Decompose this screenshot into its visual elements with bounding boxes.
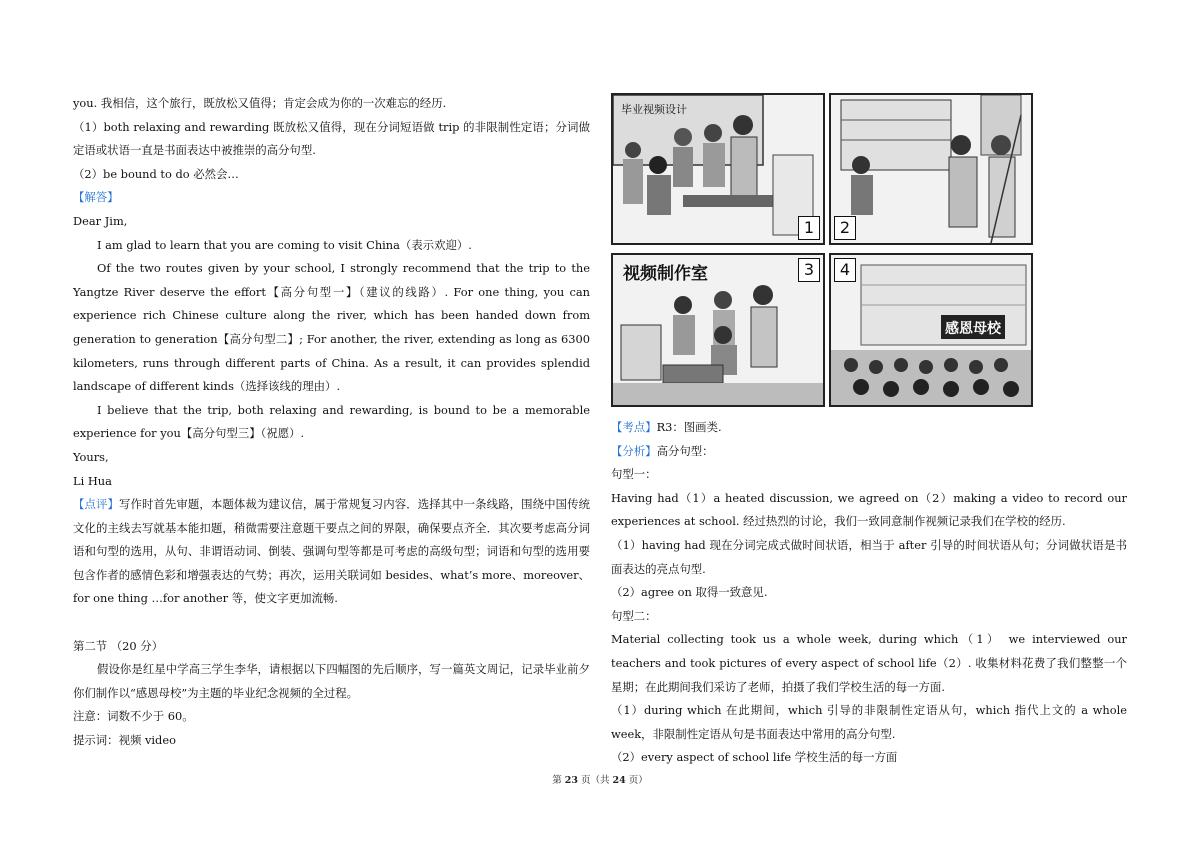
- fenxi-text: 高分句型：: [656, 443, 714, 458]
- task-description: 假设你是红星中学高三学生李华，请根据以下四幅图的先后顺序，写一篇英文周记，记录毕业前夕你们制作以“感恩母校”为主题的毕业纪念视频的全过程。: [73, 662, 590, 700]
- four-panel-illustration: [611, 93, 1031, 405]
- word-count-note: 注意：词数不少于 60。: [73, 709, 194, 724]
- kaodian: [611, 416, 1127, 440]
- panel-3-sign-text: 视频制作室: [623, 264, 708, 284]
- continued-line: you. 我相信，这个旅行，既放松又值得；肯定会成为你的一次难忘的经历.: [73, 96, 447, 110]
- comment: [73, 493, 590, 611]
- pattern-1-text: Having had（1）a heated discussion, we agreed on（2）making a video to record our experiences at school. 经过热烈的讨论，我们一致同意制作视频记录我们在学校的经历.: [611, 490, 1127, 529]
- footer-suffix: 页）: [625, 775, 648, 786]
- panel-2-number: 2: [834, 216, 856, 240]
- letter-paragraph-1: I am glad to learn that you are coming to visit China（表示欢迎）.: [97, 237, 472, 252]
- panel-3-drawing: [613, 255, 823, 405]
- pattern-2-title: 句型二：: [611, 608, 657, 623]
- pattern-2-note-2: （2）every aspect of school life 学校生活的每一方面: [611, 750, 898, 765]
- signature: Li Hua: [73, 473, 112, 488]
- salutation: Dear Jim,: [73, 213, 128, 228]
- pattern-1-note-2: （2）agree on 取得一致意见.: [611, 585, 768, 600]
- comment-tag: 【点评】: [73, 497, 119, 512]
- panel-2-interview: [829, 93, 1033, 245]
- letter-paragraph-2: Of the two routes given by your school, I strongly recommend that the trip to the Yangtze River deserve the effort【高分句型一】（建议的线路）. For one thing, you can experience rich Chinese culture along the river, which has been handed down from generation to generation【高分句型二】; For another, the river, extending as long as 6300 kilometers, runs through different parts of China. As a result, it can provides splendid landscape of different kinds（选择该线的理由）.: [73, 261, 590, 394]
- panel-1-board-text: 毕业视频设计: [621, 103, 687, 116]
- note-2: （2）be bound to do 必然会…: [73, 166, 239, 181]
- panel-1-number: 1: [798, 216, 820, 240]
- answer-tag: 【解答】: [73, 190, 119, 205]
- kaodian-tag: 【考点】: [611, 420, 657, 434]
- page-number: 23: [564, 775, 578, 786]
- letter-paragraph-3: I believe that the trip, both relaxing and rewarding, is bound to be a memorable experience for you【高分句型三】（祝愿）.: [73, 402, 590, 441]
- panel-3-editing-room: [611, 253, 825, 407]
- total-pages: 24: [612, 775, 626, 786]
- closing: Yours,: [73, 449, 109, 464]
- kaodian-text: R3：图画类.: [656, 420, 722, 434]
- footer-middle: 页（共: [577, 775, 613, 786]
- section-title: 第二节 （20 分）: [73, 638, 164, 653]
- fenxi-tag: 【分析】: [611, 443, 657, 458]
- spacer: [73, 611, 590, 635]
- panel-3-number: 3: [798, 258, 820, 282]
- pattern-2-note-1: （1）during which 在此期间，which 引导的非限制性定语从句，which 指代上文的 a whole week，非限制性定语从句是书面表达中常用的高分句型.: [611, 703, 1127, 741]
- page-footer: [0, 772, 1200, 786]
- fenxi: [611, 440, 1127, 464]
- footer-prefix: 第: [552, 775, 565, 786]
- panel-4-screening: [829, 253, 1033, 407]
- panel-1-discussion: [611, 93, 825, 245]
- panel-2-drawing: [831, 95, 1031, 243]
- panel-4-number: 4: [834, 258, 856, 282]
- pattern-1-note-1: （1）having had 现在分词完成式做时间状语，相当于 after 引导的时间状语从句；分词做状语是书面表达的亮点句型.: [611, 537, 1127, 576]
- panel-4-banner-text: 感恩母校: [945, 321, 1001, 337]
- panel-4-drawing: [831, 255, 1031, 405]
- pattern-1-title: 句型一：: [611, 467, 657, 482]
- left-column: [73, 92, 590, 753]
- pattern-2-text: Material collecting took us a whole week, during which（1） we interviewed our teachers and took pictures of every aspect of school life（2）. 收集材料花费了我们整整一个星期；在此期间我们采访了老师，拍摄了我们学校生活的每一方面.: [611, 632, 1127, 694]
- answer-heading: [73, 186, 590, 210]
- right-column: [611, 416, 1127, 770]
- note-1: （1）both relaxing and rewarding 既放松又值得，现在分词短语做 trip 的非限制性定语；分词做定语或状语一直是书面表达中被推崇的高分句型.: [73, 119, 590, 158]
- panel-1-drawing: [613, 95, 823, 243]
- hint-words: 提示词：视频 video: [73, 733, 176, 748]
- comment-text: 写作时首先审题，本题体裁为建议信，属于常规复习内容．选择其中一条线路，围绕中国传统文化的主线去写就基本能扣题，稍微需要注意题干要点之间的界限，确保要点齐全．其次要考虑高分词语和句型的选用，从句、非谓语动词、倒装、强调句型等都是可考虑的高级句型；词语和句型的选用要包含作者的感情色彩和增强表达的气势；再次，运用关联词如 besides、what’s more、moreover、for one thing …for another 等，使文字更加流畅.: [73, 497, 590, 606]
